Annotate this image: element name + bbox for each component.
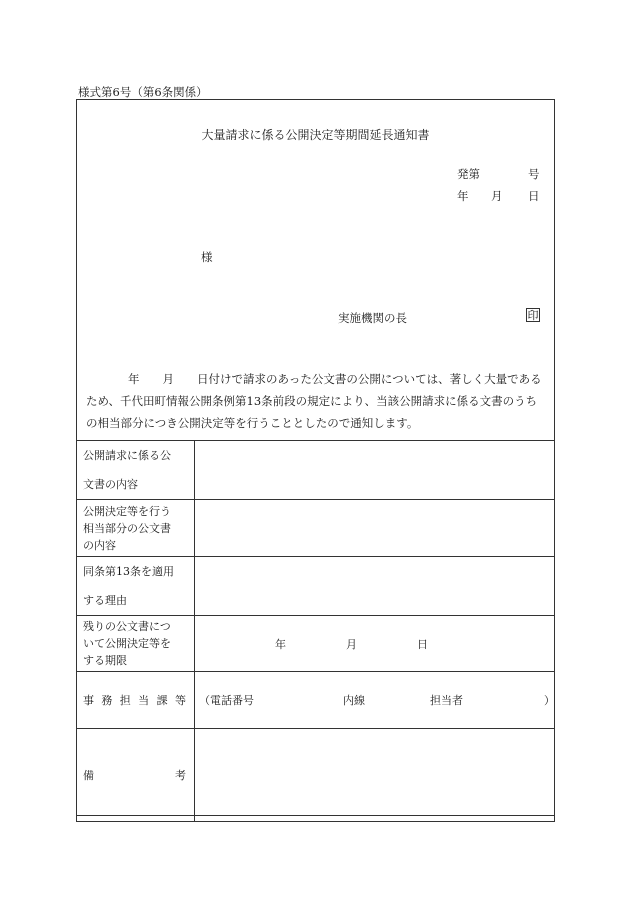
body-line: ため、千代田町情報公開条例第13条前段の規定により、当該公開請求に係る文書のうち (86, 394, 538, 408)
row-label-reason: 同条第13条を適用 する理由 (77, 557, 195, 616)
person-in-charge-label: 担当者 (430, 694, 463, 707)
document-title: 大量請求に係る公開決定等期間延長通知書 (201, 128, 430, 142)
doc-number-suffix: 号 (528, 167, 540, 181)
deadline-month: 月 (346, 638, 357, 651)
phone-label: （電話番号 (199, 694, 254, 707)
table-row (77, 672, 555, 729)
table-row (77, 557, 555, 616)
deadline-day: 日 (417, 638, 428, 651)
notice-body (86, 368, 548, 434)
reason-field[interactable] (195, 557, 555, 616)
body-line: の相当部分につき公開決定等を行うこととしたので通知します。 (86, 416, 419, 430)
seal-mark: 印 (527, 309, 539, 322)
addressee-suffix: 様 (201, 250, 213, 264)
request-content-field[interactable] (195, 441, 555, 500)
closing-paren: ） (544, 694, 555, 707)
table-row (77, 441, 555, 500)
table-row (77, 616, 555, 672)
date-year: 年 (457, 189, 469, 203)
deadline-year: 年 (275, 638, 286, 651)
row-label-partial-documents: 公開決定等を行う 相当部分の公文書 の内容 (77, 500, 195, 557)
doc-number-prefix: 発第 (457, 167, 480, 181)
row-label-remaining-deadline: 残りの公文書につ いて公開決定等を する期限 (77, 616, 195, 672)
date-month: 月 (491, 189, 503, 203)
remarks-field[interactable] (195, 729, 555, 822)
office-contact-field[interactable] (195, 672, 555, 729)
extension-label: 内線 (343, 694, 365, 707)
row-label-request-content: 公開請求に係る公 文書の内容 (77, 441, 195, 500)
form-number: 様式第6号（第6条関係） (78, 85, 208, 99)
partial-documents-field[interactable] (195, 500, 555, 557)
details-table (76, 440, 555, 822)
row-label-remarks: 備 考 (77, 729, 195, 822)
table-row (77, 500, 555, 557)
sender-title: 実施機関の長 (338, 311, 407, 325)
table-row (77, 729, 555, 822)
row-label-office: 事 務 担 当 課 等 (77, 672, 195, 729)
body-line: 年 月 日付けで請求のあった公文書の公開については、著しく大量である (128, 372, 542, 386)
deadline-field[interactable] (195, 616, 555, 672)
form-frame (76, 99, 555, 816)
date-day: 日 (528, 189, 540, 203)
